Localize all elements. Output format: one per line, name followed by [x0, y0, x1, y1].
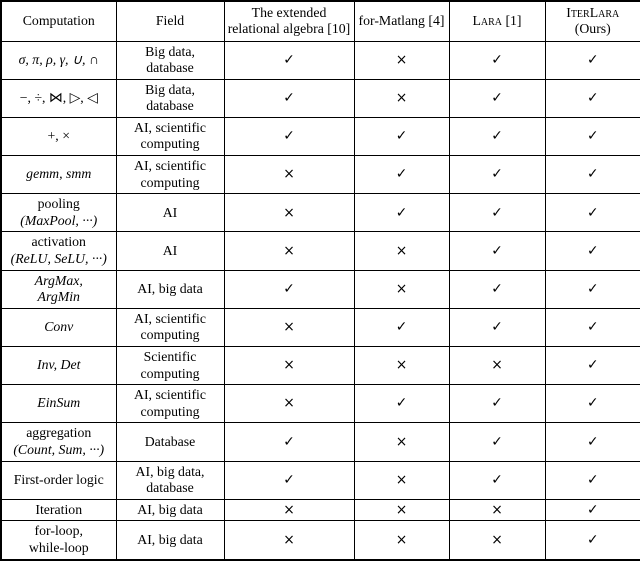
check-mark-cell: ✓	[449, 385, 545, 423]
cell-line: Inv, Det	[37, 357, 81, 373]
cross-mark-cell: ×	[354, 461, 449, 499]
table-body	[1, 41, 640, 560]
cell-line: ArgMax,	[34, 272, 83, 288]
field-cell	[116, 232, 224, 270]
check-mark-cell: ✓	[449, 41, 545, 79]
cell-line: database	[146, 480, 194, 496]
cross-mark-cell: ×	[354, 499, 449, 521]
field-cell	[116, 79, 224, 117]
cell-line: Scientific	[143, 349, 197, 364]
table-row	[1, 117, 640, 155]
cross-mark-cell: ×	[354, 423, 449, 461]
check-mark-cell: ✓	[545, 308, 640, 346]
table-row	[1, 385, 640, 423]
cross-mark-cell: ×	[449, 521, 545, 560]
computation-cell	[1, 117, 116, 155]
check-mark-cell: ✓	[224, 270, 354, 308]
column-header-computation	[1, 1, 116, 41]
cross-mark-cell: ×	[449, 347, 545, 385]
cross-mark-cell: ×	[354, 347, 449, 385]
computation-cell	[1, 156, 116, 194]
check-mark-cell: ✓	[354, 117, 449, 155]
cell-line: Database	[144, 433, 196, 449]
field-cell	[116, 41, 224, 79]
check-mark-cell: ✓	[354, 156, 449, 194]
cell-line: Field	[155, 12, 185, 28]
table-row	[1, 270, 640, 308]
cell-line: computing	[140, 403, 200, 419]
check-mark-cell: ✓	[449, 270, 545, 308]
computation-cell	[1, 194, 116, 232]
computation-cell	[1, 461, 116, 499]
cell-line: EinSum	[37, 395, 81, 411]
check-mark-cell: ✓	[224, 461, 354, 499]
field-cell	[116, 521, 224, 560]
cross-mark-cell: ×	[224, 499, 354, 521]
check-mark-cell: ✓	[449, 194, 545, 232]
cross-mark-cell: ×	[449, 499, 545, 521]
cell-line: Big data,	[145, 81, 195, 97]
cell-line: ArgMin	[37, 289, 80, 305]
computation-cell	[1, 232, 116, 270]
check-mark-cell: ✓	[545, 499, 640, 521]
cell-line: Big data,	[145, 43, 195, 59]
check-mark-cell: ✓	[354, 385, 449, 423]
cell-line: Iteration	[35, 501, 83, 517]
check-mark-cell: ✓	[545, 461, 640, 499]
check-mark-cell: ✓	[449, 79, 545, 117]
check-mark-cell: ✓	[449, 232, 545, 270]
field-cell	[116, 347, 224, 385]
check-mark-cell: ✓	[545, 41, 640, 79]
cross-mark-cell: ×	[224, 232, 354, 270]
check-mark-cell: ✓	[449, 461, 545, 499]
cell-line: (ReLU, SeLU, ···)	[10, 251, 107, 267]
column-header-field	[116, 1, 224, 41]
table-row	[1, 79, 640, 117]
check-mark-cell: ✓	[354, 194, 449, 232]
field-cell	[116, 423, 224, 461]
check-mark-cell: ✓	[545, 79, 640, 117]
cell-line: AI, scientific	[133, 387, 207, 403]
table-row	[1, 41, 640, 79]
cross-mark-cell: ×	[224, 521, 354, 560]
check-mark-cell: ✓	[224, 41, 354, 79]
check-mark-cell: ✓	[449, 156, 545, 194]
cell-line: The extended	[251, 4, 327, 20]
computation-cell	[1, 270, 116, 308]
computation-cell	[1, 79, 116, 117]
table-row	[1, 308, 640, 346]
check-mark-cell: ✓	[545, 232, 640, 270]
table-header-row	[1, 1, 640, 41]
cell-line: AI, scientific	[133, 158, 207, 174]
check-mark-cell: ✓	[545, 521, 640, 560]
cell-line: computing	[140, 327, 200, 343]
cell-line: gemm, smm	[26, 166, 92, 182]
cell-line: IterLara	[566, 4, 620, 20]
cell-line: σ, π, ρ, γ, ∪, ∩	[18, 51, 99, 67]
cell-line: (Count, Sum, ···)	[13, 441, 105, 457]
computation-cell	[1, 308, 116, 346]
cell-line: AI, big data,	[135, 463, 205, 479]
cell-line: for-loop,	[34, 523, 83, 539]
cell-line: aggregation	[26, 425, 92, 441]
cell-line: −, ÷, ⋈, ▷, ◁	[19, 89, 98, 105]
column-header-iterlara	[545, 1, 640, 41]
check-mark-cell: ✓	[449, 423, 545, 461]
cross-mark-cell: ×	[224, 347, 354, 385]
cell-line: computing	[140, 174, 200, 190]
cell-line: database	[146, 98, 194, 114]
cell-line: (Ours)	[574, 21, 611, 37]
field-cell	[116, 117, 224, 155]
field-cell	[116, 461, 224, 499]
cell-line: computing	[140, 365, 200, 381]
cell-line: computing	[140, 136, 200, 152]
cell-line: Computation	[22, 12, 95, 28]
check-mark-cell: ✓	[545, 385, 640, 423]
cross-mark-cell: ×	[354, 41, 449, 79]
computation-cell	[1, 423, 116, 461]
cell-line: for-Matlang [4]	[358, 12, 445, 28]
computation-cell	[1, 521, 116, 560]
cell-line: (MaxPool, ···)	[20, 212, 98, 228]
cross-mark-cell: ×	[224, 194, 354, 232]
column-header-lara	[449, 1, 545, 41]
cell-line: +, ×	[47, 128, 70, 144]
cell-line: AI, big data	[137, 280, 203, 296]
check-mark-cell: ✓	[224, 79, 354, 117]
table-row	[1, 232, 640, 270]
cell-line: AI, big data	[137, 531, 203, 547]
field-cell	[116, 156, 224, 194]
check-mark-cell: ✓	[449, 308, 545, 346]
check-mark-cell: ✓	[545, 270, 640, 308]
cell-line: while-loop	[28, 539, 89, 555]
column-header-extended-relational-algebra	[224, 1, 354, 41]
column-header-for-matlang	[354, 1, 449, 41]
check-mark-cell: ✓	[224, 423, 354, 461]
check-mark-cell: ✓	[354, 308, 449, 346]
computation-cell	[1, 499, 116, 521]
cell-line: AI, big data	[137, 501, 203, 517]
table-row	[1, 156, 640, 194]
computation-cell	[1, 41, 116, 79]
field-cell	[116, 385, 224, 423]
cross-mark-cell: ×	[354, 232, 449, 270]
cross-mark-cell: ×	[354, 521, 449, 560]
table-row	[1, 423, 640, 461]
cell-line: Conv	[44, 319, 74, 335]
cell-line: database	[146, 60, 194, 76]
field-cell	[116, 308, 224, 346]
cross-mark-cell: ×	[354, 270, 449, 308]
cell-line: relational algebra [10]	[227, 21, 351, 37]
cross-mark-cell: ×	[354, 79, 449, 117]
cell-line: AI, scientific	[133, 119, 207, 135]
table-row	[1, 194, 640, 232]
cell-line: AI	[162, 242, 178, 258]
field-cell	[116, 499, 224, 521]
cell-line: AI, scientific	[133, 310, 207, 326]
table-row	[1, 499, 640, 521]
cross-mark-cell: ×	[224, 156, 354, 194]
field-cell	[116, 194, 224, 232]
cell-line: Lara [1]	[472, 12, 522, 28]
computation-cell	[1, 347, 116, 385]
table-row	[1, 521, 640, 560]
field-cell	[116, 270, 224, 308]
cell-line: pooling	[37, 196, 80, 212]
check-mark-cell: ✓	[545, 194, 640, 232]
table-row	[1, 347, 640, 385]
check-mark-cell: ✓	[545, 423, 640, 461]
check-mark-cell: ✓	[224, 117, 354, 155]
check-mark-cell: ✓	[449, 117, 545, 155]
table-row	[1, 461, 640, 499]
cell-line: activation	[31, 234, 86, 250]
cell-line: First-order logic	[13, 471, 104, 487]
cell-line: AI	[162, 204, 178, 220]
computation-cell	[1, 385, 116, 423]
check-mark-cell: ✓	[545, 156, 640, 194]
cross-mark-cell: ×	[224, 385, 354, 423]
check-mark-cell: ✓	[545, 347, 640, 385]
check-mark-cell: ✓	[545, 117, 640, 155]
cross-mark-cell: ×	[224, 308, 354, 346]
